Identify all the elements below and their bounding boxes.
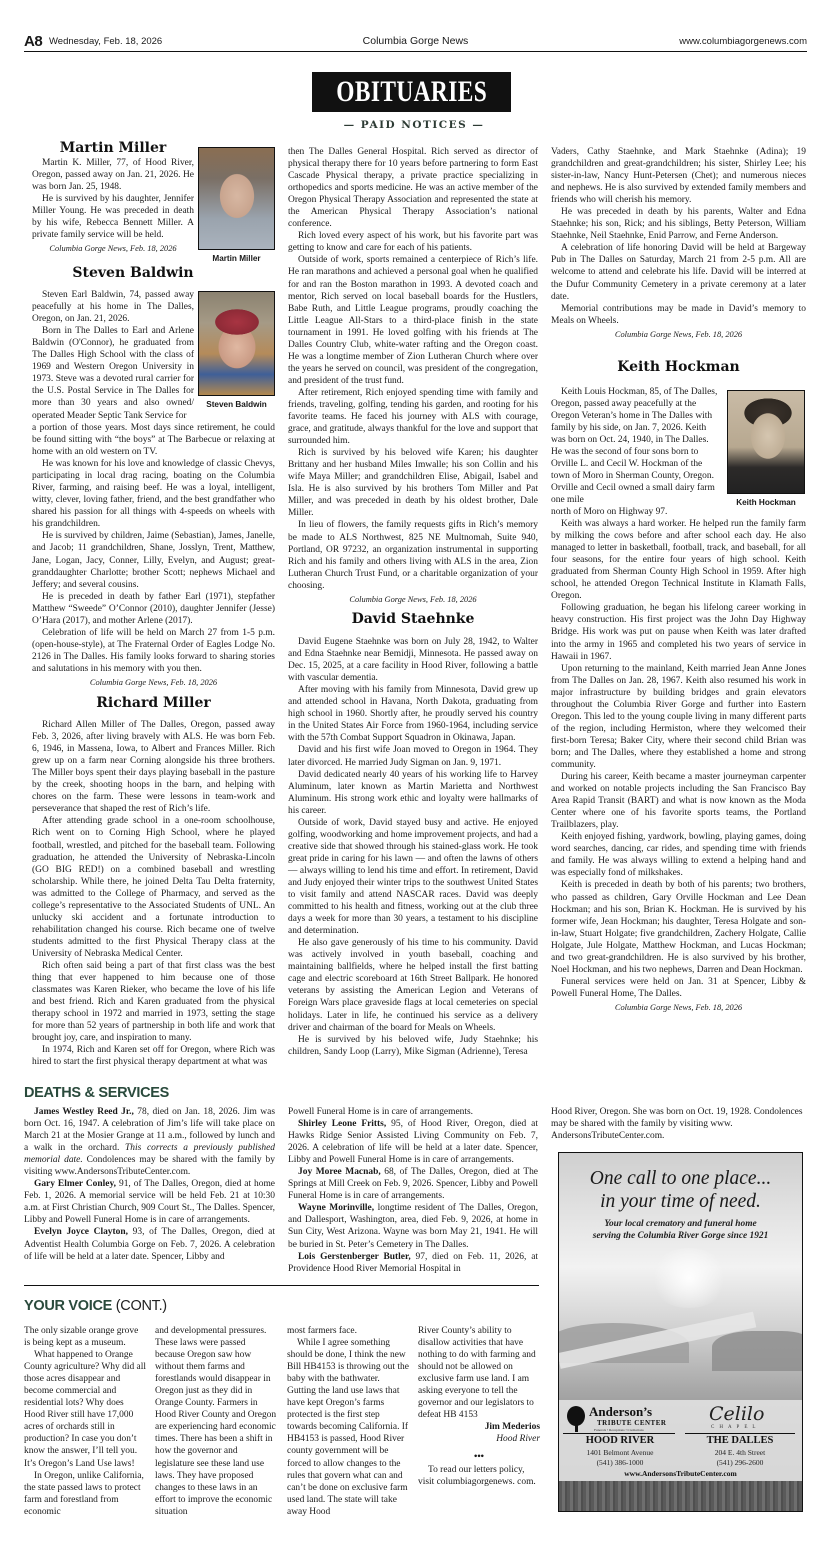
obit-paragraph: After moving with his family from Minnesota, David grew up and attended school in Havana, North Dakota, graduating from high school in 1960. Shortly after, he proudly served his country in the United States Air Force from 1960-1964, including service with the 57th Combat Support Squadron in Okinawa, Japan. [288, 685, 538, 744]
page-folio [24, 30, 807, 52]
death-text: 95, of Hood River, Oregon, died at Hawks Ridge Senior Assisted Living Community on Feb. 7, 2026. A celebration of life will be held at a later date. Spencer, Libby and Powell Funeral Home is in care of arrangements. [288, 1119, 538, 1166]
ad-brand: Anderson’s [589, 1404, 653, 1419]
obit-name: Keith Hockman [617, 359, 740, 375]
photo-caption: Martin Miller [212, 254, 261, 263]
deaths-column-3 [551, 1106, 806, 1142]
death-entry [551, 1106, 806, 1142]
letter-column-1 [24, 1325, 146, 1518]
sun-glow [649, 1248, 729, 1308]
obit-credit: Columbia Gorge News, Feb. 18, 2026 [349, 594, 477, 604]
letter-paragraph: In Oregon, unlike California, the state passed laws to protect farm and forestland from economic [24, 1470, 144, 1517]
death-text: 68, of The Dalles, Oregon, died at The Springs at Mill Creek on Feb. 9, 2026. Spencer, Libby and Powell Funeral Home is in care of arrangements. [288, 1167, 538, 1202]
ad-subhead-line: Your local crematory and funeral home [604, 1219, 757, 1229]
death-name: Gary Elmer Conley, [34, 1179, 117, 1190]
forest-shape [559, 1481, 802, 1511]
obit-steven-baldwin-intro [32, 267, 194, 422]
your-voice-suffix: (CONT.) [115, 1298, 167, 1314]
obituaries-masthead [312, 72, 511, 112]
letter-paragraph: What happened to Orange County agriculture? Why did all those acres disappear and become commercial and residential lots? Why does Hood River still have 17,000 acres of orchards still in production? In case you don’t know the answer, I’ll tell you. It’s Oregon’s Land Use laws! [24, 1350, 146, 1469]
death-name: Wayne Morinville, [298, 1203, 375, 1214]
photo-caption: Keith Hockman [736, 498, 796, 507]
letter-paragraph: most farmers face. [287, 1326, 357, 1336]
obit-paragraph: He is survived by children, Jaime (Sebastian), James, Janelle, and Jacob; 11 grandchildren, Shane, Josslyn, Trent, Matthew, Jane, Logan, Jacy, Conner, Lilly, Evelyn, and August; great-granddaughter Charlotte; brother Scott; nephews Michael and Jeffery; and several cousins. [32, 531, 275, 590]
death-text: 97, died on Feb. 11, 2026, at Providence Hood River Memorial Hospital in [288, 1251, 538, 1274]
andersons-tribute-center-ad[interactable] [558, 1152, 803, 1512]
death-entry [288, 1251, 538, 1275]
death-entry [24, 1178, 275, 1226]
tree-trunk-icon [575, 1422, 578, 1432]
ad-headline-line: in your time of need. [600, 1191, 761, 1212]
ad-brand-services: Funerals • Receptions • Cremations [594, 1428, 644, 1432]
obit-paragraph: He also gave generously of his time to his community. David was actively involved in youth baseball, coaching and maintaining ballfields, where he helped install the first batting cage and electric scoreboard at 16th Street Ballpark. He honored veterans by assisting the American Legion and Veterans of Foreign Wars place graveside flags at local cemeteries on special holidays. Later in life, he continued his service as a delivery driver and chairman of the board for Meals on Wheels. [288, 938, 538, 1033]
ad-divider [685, 1433, 795, 1434]
obit-credit: Columbia Gorge News, Feb. 18, 2026 [614, 1002, 743, 1012]
obit-paragraph: David dedicated nearly 40 years of his working life to Harvey Aluminum, later known as Martin Marietta and Northwest Aluminum. His strong work ethic and loyalty were hallmarks of his career. [288, 769, 538, 816]
ad-location-city: HOOD RIVER [585, 1435, 655, 1446]
obit-paragraph: Keith Louis Hockman, 85, of The Dalles, Oregon, passed away peacefully at the Oregon Veteran’s home in The Dalles with family by his side, on Jan. 7, 2026. Keith was born on Oct. 24, 1940, in The Dalles. He was the second of four sons born to Orville L. and Cecil W. Hockman of the town of Moro in Sherman County, Oregon. Orville and Cecil owned a small dairy farm one mile [551, 387, 718, 506]
obit-paragraph: David Eugene Staehnke was born on July 28, 1942, to Walter and Edna Staehnke near Bemidji, Minnesota. He passed away on Dec. 15, 2025, at a care facility in Hood River, following a battle with vascular dementia. [288, 637, 538, 684]
hill-shape [712, 1331, 803, 1371]
letter-paragraph: While I agree something should be done, I think the new Bill HB4153 is throwing out the baby with the bathwater. Gutting the land use laws that have kept Oregon’s farms protected is the first step towards becoming California. If HB4153 is passed, Hood River county government will be forced to allow changes to the rules that govern what can and can’t be done on exclusive farm used land. The state will take away Hood [287, 1338, 409, 1517]
death-name: Joy Moree Macnab, [298, 1167, 381, 1178]
obit-steven-baldwin-body [32, 422, 275, 689]
address-line: 204 E. 4th Street [714, 1448, 766, 1457]
address-line: 1401 Belmont Avenue [586, 1448, 654, 1457]
deaths-services-heading: DEATHS & SERVICES [24, 1085, 170, 1101]
obit-paragraph: then The Dalles General Hospital. Rich served as director of physical therapy there for 10 years before partnering to form East Cascade Physical therapy, a private practice specializing in orthopedics and sports medicine. He was an active member of the Oregon Physical Therapy Association and represented the state at the American Physical Therapy Association’s national conference. [288, 147, 538, 230]
death-text: longtime resident of The Dalles, Oregon, and Dallesport, Washington, area, died Feb. 9, 2026, at home in Sun City, West Arizona. Wayne was born May 21, 1941. He will be buried in St. Peter’s Cemetery in The Dalles. [288, 1203, 538, 1250]
death-text: Condolences may be shared with the family by visiting www.AndersonsTributeCenter.com. [24, 1155, 275, 1178]
obit-paragraph: Rich loved every aspect of his work, but his favorite part was getting to know and care for each of his patients. [288, 231, 538, 254]
ad-headline-line: One call to one place... [589, 1168, 772, 1189]
letter-paragraph: The only sizable orange grove is being kept as a museum. [24, 1326, 139, 1349]
obit-keith-hockman-body [551, 506, 806, 1014]
death-text: 93, of The Dalles, Oregon, died at Adventist Health Columbia Gorge on Feb. 7, 2026. A celebration of life will be held at a later date. Spencer, Libby and [24, 1227, 275, 1262]
page-number: A8 [24, 33, 43, 50]
obit-paragraph: David and his first wife Joan moved to Oregon in 1964. They later divorced. He married Judy Sigman on Jan. 9, 1971. [288, 745, 538, 768]
photo-caption: Steven Baldwin [206, 400, 267, 409]
obit-paragraph: Memorial contributions may be made in David’s memory to Meals on Wheels. [551, 303, 806, 326]
ad-location-address [565, 1448, 675, 1467]
letter-paragraph: River County’s ability to disallow activities that have nothing to do with farming and should not be allowed on exclusive farm use land. I am asking everyone to tell the governor and our legislators to defeat HB 4153 [418, 1326, 536, 1421]
your-voice-heading [24, 1298, 167, 1314]
death-text: Powell Funeral Home is in care of arrangements. [288, 1107, 474, 1117]
ad-brand-sub: TRIBUTE CENTER [597, 1419, 667, 1427]
death-text: 91, of The Dalles, Oregon, died at home Feb. 1, 2026. A memorial service will be held Feb. 21 at 10:30 a.m. at First Christian Church, 909 Court St., The Dalles. Spencer, Libby and Powell Funeral Home is in care of arrangements. [24, 1179, 275, 1226]
paid-notices-label: — PAID NOTICES — [343, 119, 485, 131]
obit-paragraph: He was preceded in death by his parents, Walter and Edna Staehnke; his son, Rick; and his siblings, Betty Peterson, William Staehnke, Neil Staehnke, Enid Parrow, and Ferne Anderson. [551, 207, 806, 242]
death-entry [288, 1118, 538, 1166]
death-text: Hood River, Oregon. She was born on Oct. 19, 1928. Condolences may be shared with the family by visiting www. AndersonsTributeCenter.com. [551, 1107, 803, 1142]
obit-david-staehnke-part2 [551, 146, 806, 341]
obit-credit: Columbia Gorge News, Feb. 18, 2026 [614, 329, 743, 339]
obit-paragraph: After retirement, Rich enjoyed spending time with family and friends, traveling, golfing, tending his garden, and rooting for his favorite teams. He faced his journey with ALS with courage, grace, and gratitude, always thankful for the love and support that surrounded him. [288, 387, 538, 447]
obit-paragraph: Celebration of life will be held on March 27 from 1-5 p.m. (open-house-style), at The Fraternal Order of Eagles Lodge No. 2126 in The Dalles. His family looks forward to sharing stories and salutations in his memory with you then. [32, 627, 275, 674]
ad-location-address [685, 1448, 795, 1467]
death-entry [288, 1106, 538, 1118]
obit-paragraph: Following graduation, he began his lifelong career working in heavy construction. His first project was the John Day Highway Bridge. His work was put on pause when Keith was later drafted into the army in 1965 and completed his two years of service in Hawaii in 1967. [551, 603, 806, 662]
obit-paragraph: In lieu of flowers, the family requests gifts in Rich’s memory be made to ALS Northwest, 825 NE Multnomah, Suite 940, Portland, OR 97232, an organization instrumental in supporting Rich and his family and others living with ALS in the area, Zion Lutheran Church Trust Fund, or a charitable organization of your choosing. [288, 520, 538, 591]
newspaper-name: Columbia Gorge News [362, 35, 469, 47]
obit-paragraph: Outside of work, sports remained a centerpiece of Rich’s life. He ran marathons and achieved a personal goal when he qualified for and ran the Boston marathon in 1993. A devoted coach and mentor, Rich served on local baseball boards for the Hustlers, Babe Ruth, and Little League programs, proudly coaching the Little League All-Stars to a third-place finish in the state tournament in 1991. He loved golfing with his friends at The Dalles Country Club, white-water rafting and the Oregon coast. He was a longtime member of Zion Lutheran Church where over the years he served on council, was president of the congregation, and president of the trust fund. [288, 255, 538, 386]
separator-dots: ••• [474, 1452, 484, 1463]
obit-paragraph: A celebration of life honoring David will be held at Bargeway Pub in The Dalles on Saturday, March 21 from 2-5 p.m. All are welcome to attend and celebrate his life. David will be interred at the Dufur Community Cemetery in a private ceremony at a later date. [551, 243, 806, 302]
obit-paragraph: Steven Earl Baldwin, 74, passed away peacefully at his home in The Dalles, Oregon, on Jan. 21, 2026. [32, 290, 194, 325]
obit-credit: Columbia Gorge News, Feb. 18, 2026 [89, 677, 218, 687]
obit-paragraph: During his career, Keith became a master journeyman carpenter and worked on notable projects including the San Francisco Bay Area Rapid Transit (BART) and what is now known as the Moda Center where one of his favorite sports teams, the Portland Trailblazers, play. [551, 772, 806, 831]
issue-date: Wednesday, Feb. 18, 2026 [49, 36, 163, 47]
obit-keith-hockman-intro [551, 386, 719, 506]
death-entry [24, 1106, 275, 1178]
letter-paragraph: and developmental pressures. These laws were passed because Oregon saw how without them farms and forestlands would disappear in Oregon just as they did in Orange County. Farmers in Hood River County and Oregon are experiencing hard economic times. There has been a shift in how the governor and legislature see these land use laws. They have proposed changes to these laws in an effort to improve the economic situation [155, 1326, 277, 1517]
letters-policy[interactable]: To read our letters policy, visit columbiagorgenews. com. [418, 1464, 536, 1487]
obit-richard-miller-part1 [32, 697, 275, 1068]
letter-column-3 [287, 1325, 409, 1518]
obit-paragraph: Rich is survived by his beloved wife Karen; his daughter Brittany and her husband Miles Imwalle; his son Collin and his wife Maya Miller; and grandchildren Elise, Abigail, Isabel and Isla. He is also survived by his brothers Tom Miller and Pat Miller, and was preceded in death by his oldest brother, Dale Miller. [288, 448, 538, 519]
steven-baldwin-photo [198, 291, 275, 396]
deaths-column-2 [288, 1106, 538, 1275]
obit-keith-hockman-head [551, 361, 806, 373]
letter-signature-place: Hood River [496, 1434, 540, 1445]
obit-paragraph: Vaders, Cathy Staehnke, and Mark Staehnke (Adina); 19 grandchildren and great-grandchildren; his sister, Shirley Lee; his sister-in-law, Nancy Hunt-Petersen (Chet); and numerous nieces and nephews. He is also survived by extended family members and friends who will cherish his memory. [551, 147, 806, 206]
obit-paragraph: He was known for his love and knowledge of classic Chevys, participating in local drag racing, boating on the Columbia River, farming, and raising beef. He was a loyal, intelligent, witty, clever, loving father, friend, and the best grandfather who shared his passion for all things with 4-speeds on wheels with his grandchildren. [32, 459, 275, 530]
obit-name: Richard Miller [96, 695, 211, 711]
obit-credit: Columbia Gorge News, Feb. 18, 2026 [49, 244, 177, 254]
obit-paragraph: Richard Allen Miller of The Dalles, Oregon, passed away Feb. 3, 2026, after living bravely with ALS. He was born Feb. 6, 1946, in Massena, Iowa, to Albert and Frances Miller. Rich grew up on a farm near Corning alongside his three brothers. The Miller boys spent their days playing baseball in the pasture by the creek, shooting hoops in the barn, and helping with chores on the farm. These were lessons in team-work and perseverance that shaped the rest of Rich’s life. [32, 720, 275, 815]
your-voice-title: YOUR VOICE [24, 1298, 113, 1314]
phone-number: (541) 386-1000 [596, 1457, 644, 1467]
ad-subhead-line: serving the Columbia River Gorge since 1921 [592, 1231, 769, 1241]
death-entry [288, 1202, 538, 1250]
obit-paragraph: Born in The Dalles to Earl and Arlene Baldwin (O'Connor), he graduated from The Dalles High School with the class of 1969 and Western Oregon University in 1973. Steve was a devoted rural carrier for the U.S. Postal Service in The Dalles for more than 30 years and also owned/ operated Meader Septic Tank Service for [32, 326, 194, 421]
obit-paragraph: In 1974, Rich and Karen set off for Oregon, where Rich was hired to start the first physical therapy department at what was [32, 1045, 275, 1068]
death-entry [288, 1166, 538, 1202]
ad-contact-panel [559, 1400, 802, 1484]
martin-miller-photo [198, 147, 275, 250]
obit-paragraph: Keith was always a hard worker. He helped run the family farm by milking the cows before and after school each day. He also managed to letter in basketball, football, track, and baseball, for all four seasons, for the entire four years of high school. Keith graduated from Sherman County High School in 1959. After high school, he attended Oregon Technical Institute in Klamath Falls, Oregon. [551, 519, 806, 602]
ad-chapel-name: Celilo [709, 1403, 765, 1425]
ad-headline [559, 1167, 802, 1213]
obit-paragraph: He is preceded in death by father Earl (1971), stepfather Matthew “Sweede” O’Connor (2010), daughter Jennifer (Jesse) O’Hara (2017), and mother Arlene (2017). [32, 591, 275, 626]
obit-name: Martin Miller [59, 140, 167, 156]
newspaper-url[interactable]: www.columbiagorgenews.com [679, 36, 807, 47]
deaths-column-1 [24, 1106, 275, 1263]
obit-paragraph: He is survived by his beloved wife, Judy Staehnke; his children, Sandy Loop (Larry), Mike Sigman (Adrienne), Teresa [288, 1034, 538, 1057]
obit-paragraph: Outside of work, David stayed busy and active. He enjoyed golfing, woodworking and home improvement projects, and had a creative side that showed through his stained-glass work. He took great pride in caring for his lawn — and often the lawns of others — always willing to lend his time and effort. In retirement, David and Judy enjoyed their winter trips to the southwest United States to visit family and attend NASCAR races. David was deeply committed to his health and fitness, working out at the club three days a week for more than 30 years, a testament to his discipline and determination. [288, 817, 538, 937]
death-text: 78, died on Jan. 18, 2026. Jim was born Oct. 16, 1947. A celebration of Jim’s life will take place on March 21 at the Mosier Grange at 11 a.m., followed by lunch and a walk in the orchard. [24, 1107, 275, 1154]
obit-paragraph: a portion of those years. Most days since retirement, he could be found sitting with “the boys” at The Barbecue or relaxing at home with an old western on TV. [32, 423, 275, 458]
keith-hockman-photo [727, 390, 805, 494]
obit-paragraph: He is survived by his daughter, Jennifer Miller Young. He was preceded in death by his wife, Rebecca Bennett Miller. A private family service will be held. [32, 194, 194, 241]
ad-location-city: THE DALLES [706, 1435, 774, 1446]
obit-name: David Staehnke [351, 611, 475, 627]
obit-paragraph: Rich often said being a part of that first class was the best thing that ever happened to him because one of those classmates was Karen Rieker, who became the love of his life and best friend. Rich and Karen graduated from the physical therapy school in 1972 and married in 1973, setting the stage for more than 52 years of partnership in both life and work that brought joy, care, and inspiration to many. [32, 960, 275, 1044]
obit-paragraph: Keith enjoyed fishing, yardwork, bowling, playing games, doing word searches, dancing, car rides, and spending time with friends and family. He was always willing to extend a helping hand and was especially fond of milkshakes. [551, 832, 806, 879]
death-name: James Westley Reed Jr., [34, 1107, 134, 1117]
ad-chapel-sub: CHAPEL [711, 1425, 761, 1430]
obit-paragraph: Keith is preceded in death by both of his parents; two brothers, who passed as children, Gary Orville Hockman and Lee Dean Hockman; and his son, Brian K. Hockman. He is survived by his former wife, Jean Hockman; his daughter, Teresa Holgate and son-in-law, Stuart Holgate; five grandchildren, Zachery Holgate, Callie Holgate, Jule Holgate, Matthew Hockman, and Lucas Hockman; and two great-grandchildren. He is also survived by his brother, Noel Hockman, and his two nephews, Darren and Dean Hockman. [551, 880, 806, 975]
letter-signature-name: Jim Mederios [484, 1422, 540, 1433]
death-correction-note: This corrects a previously published memorial date. [24, 1143, 275, 1166]
letter-column-4 [418, 1325, 540, 1488]
obit-paragraph: After attending grade school in a one-room schoolhouse, Rich went on to Corning High School, where he played football, wrestled, and pitched for the baseball team. Following graduation, he attended the University of Nebraska-Lincoln (GO BIG RED!) on a combined baseball and wrestling scholarship. While there, he joined Delta Tau Delta fraternity, was admitted to the College of Pharmacy, and served as the college’s representative to the Associated Students of UNL. An unlucky ski accident and a fortunate introduction to rehabilitation changed his course. Rich became one of twelve students admitted to the first Physical Therapy class at the University of Nebraska Medical Center. [32, 816, 275, 959]
letter-column-2 [155, 1325, 277, 1518]
death-entry [24, 1226, 275, 1262]
death-name: Evelyn Joyce Clayton, [34, 1227, 128, 1238]
obit-paragraph: Funeral services were held on Jan. 31 at Spencer, Libby & Powell Funeral Home, The Dalles. [551, 976, 806, 999]
obit-name: Steven Baldwin [72, 265, 194, 281]
obit-paragraph: Martin K. Miller, 77, of Hood River, Oregon, passed away on Jan. 21, 2026. He was born Jan. 25, 1948. [32, 158, 194, 193]
ad-website-link[interactable]: www.AndersonsTributeCenter.com [624, 1469, 737, 1478]
phone-number: (541) 296-2600 [716, 1457, 764, 1467]
death-name: Shirley Leone Fritts, [298, 1119, 387, 1130]
masthead-title: OBITUARIES [336, 75, 487, 108]
obit-richard-miller-part2 [288, 146, 538, 606]
ad-divider [563, 1433, 675, 1434]
obit-paragraph: Upon returning to the mainland, Keith married Jean Anne Jones from The Dalles on Jan. 28, 1967. Keith also resumed his work in major infrastructure by building bridges and grain elevators throughout the Columbia River Gorge and further into Eastern Oregon. This led to the young couple living in many different parts of the region, including Hermiston, where they welcomed their first-born Teresa; Baker City, where their second child Brian was born; and The Dalles, where they established a home and strong community. [551, 663, 806, 770]
obit-paragraph: north of Moro on Highway 97. [551, 507, 668, 517]
ad-subhead [559, 1218, 802, 1242]
obit-david-staehnke-part1 [288, 613, 538, 1058]
death-name: Lois Gerstenberger Butler, [298, 1251, 411, 1262]
obit-martin-miller [32, 142, 194, 255]
section-divider [24, 1285, 539, 1286]
